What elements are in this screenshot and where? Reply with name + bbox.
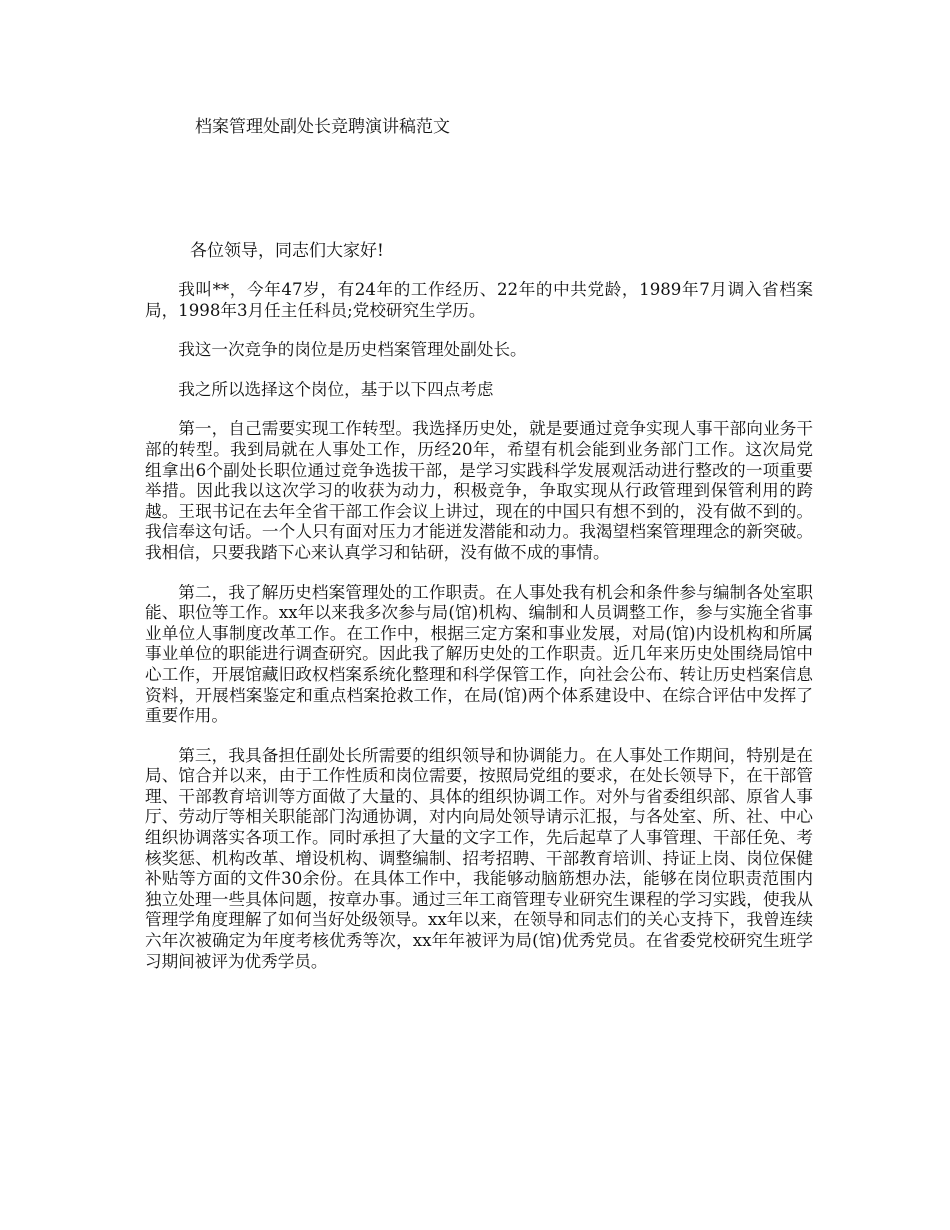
document-title: 档案管理处副处长竞聘演讲稿范文 <box>195 117 450 137</box>
paragraph-third-reason: 第三，我具备担任副处长所需要的组织领导和协调能力。在人事处工作期间，特别是在局、馆合并以来，由于工作性质和岗位需要，按照局党组的要求，在处长领导下，在干部管理、干部教育培训等方面做了大量的、具体的组织协调工作。对外与省委组织部、原省人事厅、劳动厅等相关职能部门沟通协调，对内向局处领导请示汇报，与各处室、所、社、中心组织协调落实各项工作。同时承担了大量的文字工作，先后起草了人事管理、干部任免、考核奖惩、机构改革、增设机构、调整编制、招考招聘、干部教育培训、持证上岗、岗位保健补贴等方面的文件30余份。在具体工作中，我能够动脑筋想办法，能够在岗位职责范围内独立处理一些具体问题，按章办事。通过三年工商管理专业研究生课程的学习实践，使我从管理学角度理解了如何当好处级领导。xx年以来，在领导和同志们的关心支持下，我曾连续六年次被确定为年度考核优秀等次，xx年年被评为局(馆)优秀党员。在省委党校研究生班学习期间被评为优秀学员。 <box>145 745 813 971</box>
paragraph-second-reason: 第二，我了解历史档案管理处的工作职责。在人事处我有机会和条件参与编制各处室职能、职位等工作。xx年以来我多次参与局(馆)机构、编制和人员调整工作，参与实施全省事业单位人事制度改革工作。在工作中，根据三定方案和事业发展，对局(馆)内设机构和所属事业单位的职能进行调查研究。因此我了解历史处的工作职责。近几年来历史处围绕局馆中心工作，开展馆藏旧政权档案系统化整理和科学保管工作，向社会公布、转让历史档案信息资料，开展档案鉴定和重点档案抢救工作，在局(馆)两个体系建设中、在综合评估中发挥了重要作用。 <box>145 582 813 726</box>
paragraph-introduction: 我叫**，今年47岁，有24年的工作经历、22年的中共党龄，1989年7月调入省档案局，1998年3月任主任科员;党校研究生学历。 <box>145 280 813 320</box>
paragraph-reasons-intro: 我之所以选择这个岗位，基于以下四点考虑 <box>178 379 494 399</box>
paragraph-first-reason: 第一，自己需要实现工作转型。我选择历史处，就是要通过竞争实现人事干部向业务干部的转型。我到局就在人事处工作，历经20年，希望有机会能到业务部门工作。这次局党组拿出6个副处长职位通过竞争选拔干部，是学习实践科学发展观活动进行整改的一项重要举措。因此我以这次学习的收获为动力，积极竞争，争取实现从行政管理到保管利用的跨越。王珉书记在去年全省干部工作会议上讲过，现在的中国只有想不到的，没有做不到的。我信奉这句话。一个人只有面对压力才能迸发潜能和动力。我渴望档案管理理念的新突破。我相信，只要我踏下心来认真学习和钻研，没有做不成的事情。 <box>145 419 813 562</box>
paragraph-position: 我这一次竞争的岗位是历史档案管理处副处长。 <box>178 340 527 360</box>
document-body <box>145 280 813 991</box>
greeting: 各位领导，同志们大家好! <box>190 241 384 261</box>
